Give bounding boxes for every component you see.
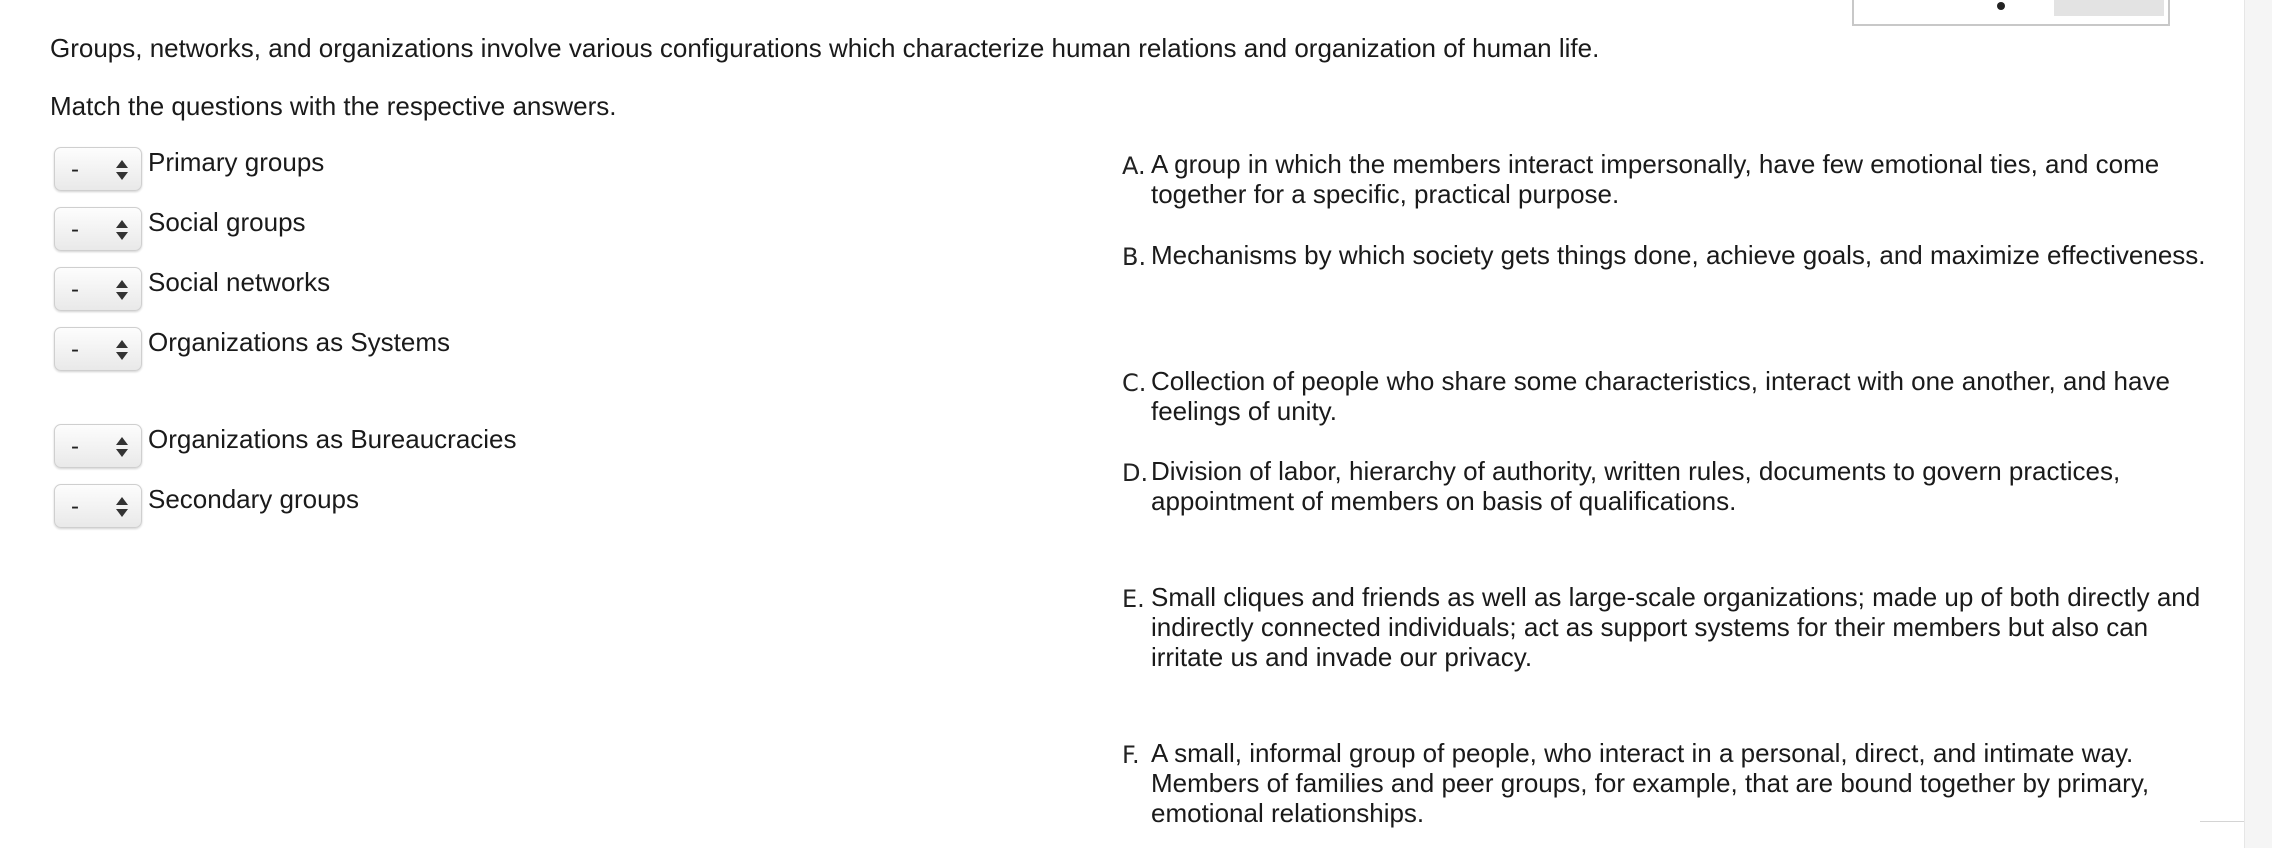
updown-arrows-icon [115, 493, 129, 521]
answer-text: Mechanisms by which society gets things done, achieve goals, and maximize effectiveness. [1151, 240, 2206, 270]
question-label: Social networks [148, 267, 331, 297]
updown-arrows-icon [115, 336, 129, 364]
top-partial-widget [1852, 0, 2170, 26]
answer-select-4[interactable] [54, 327, 142, 371]
updown-arrows-icon [115, 156, 129, 184]
answer-select-3[interactable] [54, 267, 142, 311]
intro-text: Groups, networks, and organizations involve various configurations which characterize human relations and organization of human life. [50, 33, 1600, 63]
question-label: Social groups [148, 207, 306, 237]
updown-arrows-icon [115, 433, 129, 461]
select-value: - [71, 156, 79, 183]
updown-arrows-icon [115, 276, 129, 304]
answer-letter: A. [1122, 152, 1146, 180]
select-value: - [71, 493, 79, 520]
answer-text: Small cliques and friends as well as large-scale organizations; made up of both directly and indirectly connected individuals; act as support systems for their members but also can irritate us and invade our privacy. [1151, 582, 2201, 672]
select-value: - [71, 336, 79, 363]
updown-arrows-icon [115, 216, 129, 244]
select-value: - [71, 433, 79, 460]
select-value: - [71, 216, 79, 243]
answer-select-1[interactable] [54, 147, 142, 191]
answer-letter: F. [1122, 741, 1140, 769]
answer-letter: C. [1122, 369, 1147, 397]
instruction-text: Match the questions with the respective answers. [50, 91, 617, 121]
question-label: Organizations as Systems [148, 327, 451, 357]
answer-letter: E. [1122, 585, 1145, 613]
widget-button[interactable] [2054, 0, 2164, 16]
question-label: Primary groups [148, 147, 325, 177]
answer-text: A small, informal group of people, who interact in a personal, direct, and intimate way. Members of families and peer groups, for example, that are bound together by primary, emotional relationships. [1151, 738, 2150, 828]
answer-text: Division of labor, hierarchy of authority, written rules, documents to govern practices, appointment of members on basis of qualifications. [1151, 456, 2121, 516]
widget-dot [1997, 2, 2005, 10]
vertical-scrollbar[interactable] [2244, 0, 2272, 848]
answer-letter: D. [1122, 459, 1149, 487]
select-value: - [71, 276, 79, 303]
answer-letter: B. [1122, 243, 1147, 271]
answer-select-2[interactable] [54, 207, 142, 251]
answer-text: A group in which the members interact impersonally, have few emotional ties, and come together for a specific, practical purpose. [1151, 149, 2160, 209]
answer-select-6[interactable] [54, 484, 142, 528]
question-label: Secondary groups [148, 484, 360, 514]
answer-select-5[interactable] [54, 424, 142, 468]
answer-text: Collection of people who share some characteristics, interact with one another, and have feelings of unity. [1151, 366, 2170, 426]
question-label: Organizations as Bureaucracies [148, 424, 517, 454]
